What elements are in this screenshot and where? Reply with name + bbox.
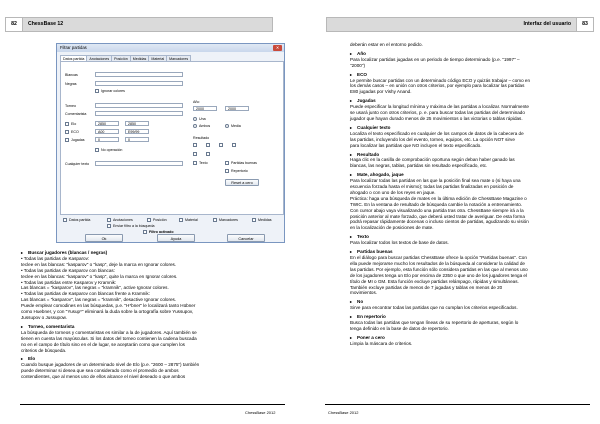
right-page <box>300 0 600 424</box>
body-line: También excluye partidas de menos de 7 jugadas y tablas en menos de 20 <box>350 284 503 290</box>
body-line: • Todas las partidas entre Kasparov y Kramnik: <box>21 279 117 285</box>
filter-posicion-label: Posición <box>153 218 167 222</box>
body-line: Puede especificar la longitud mínima y máxima de las partidas a localizar. Normalmente <box>350 104 529 110</box>
filtro-activado-checkbox[interactable] <box>143 230 147 234</box>
filter-anotaciones-checkbox[interactable] <box>107 218 111 222</box>
body-line: TWIC. En la ventana de resultado de búsqueda cambie la notación a entrenamiento. <box>350 201 523 207</box>
bullet-arrow-icon: ▸ <box>350 334 353 340</box>
body-line: los demás casos – en unión con otros criterios, por ejemplo para localizar las partidas <box>350 83 525 89</box>
body-line: Práctica: haga una búsqueda de mates en la última edición de ChessBase Magazine o <box>350 195 527 201</box>
negras-label: Negras <box>65 82 77 86</box>
filter-datos-checkbox[interactable] <box>63 218 67 222</box>
bullet-arrow-icon: ▸ <box>350 249 353 255</box>
body-line: las partidas, incluyendo los del evento, torneo, equipos, etc. La opción NOT sirve <box>350 136 515 142</box>
body-line: posición anterior al mate forzado, que deberá usted tratar de averiguar. De esta forma <box>350 213 525 219</box>
body-line: no en el campo de título sino en el de lugar, se aceptarán como que cumplen los <box>21 341 185 347</box>
texto-label: Texto <box>199 161 208 165</box>
body-line: ahogado o con uno de los reyes en jaque. <box>350 189 436 195</box>
body-line: Localiza el texto especificado en cualquier de los campos de datos de la cabecera de <box>350 130 524 136</box>
ignorar-colores-label: Ignorar colores <box>101 89 125 93</box>
body-line: contendientes, que al menos uno de ellos alcance el nivel deseado o que ambos <box>21 374 186 380</box>
media-label: Media <box>231 124 241 128</box>
right-header-title: Interfaz del usuario <box>523 21 571 27</box>
body-line: jugador que hayan durado menos de 25 movimientos o las victorias o tablas rápidas. <box>350 115 523 121</box>
body-line: movimientos. <box>350 290 378 296</box>
result-checkbox-2[interactable] <box>206 143 210 147</box>
filter-posicion-checkbox[interactable] <box>147 218 151 222</box>
body-line: Busca todas las partidas que tengan líneas de su repertorio de aperturas, según lo <box>350 320 519 326</box>
section <box>350 125 590 149</box>
tab-posicion[interactable]: Posición <box>111 55 131 62</box>
no-operacion-checkbox[interactable] <box>95 148 99 152</box>
intro-line: deberán estar en el entorno pedido. <box>350 42 423 47</box>
body-line: Para localizar partidas jugadas en un periodo de tiempo determinado (p.e. "1997" – <box>350 56 520 62</box>
texto-checkbox[interactable] <box>193 161 197 165</box>
bullet-arrow-icon: ▸ <box>350 71 353 77</box>
comentarista-input[interactable] <box>95 111 183 116</box>
bullet-arrow-icon: ▸ <box>350 314 353 320</box>
section-title-text: Poner a cero <box>357 334 385 340</box>
filter-marcadores-label: Marcadores <box>219 218 238 222</box>
section-title-text: Torneo, comentarista <box>28 323 75 329</box>
tab-panel <box>60 61 284 215</box>
section-title-text: Texto <box>357 234 369 240</box>
blancas-input[interactable] <box>95 72 183 77</box>
enviar-filtro-label: Enviar filtro a la búsqueda <box>113 224 155 228</box>
section <box>21 324 283 354</box>
media-radio[interactable] <box>225 124 229 128</box>
reset-button[interactable]: Reset a cero <box>225 179 259 186</box>
bullet-arrow-icon: ▸ <box>21 323 24 329</box>
left-footer: ChessBase 2012 <box>245 410 276 415</box>
bullet-arrow-icon: ▸ <box>350 124 353 130</box>
body-line: teclee en las blancas: "kasparov" o "kasp", quite la marca en Ignorar colores. <box>21 273 178 279</box>
section <box>350 72 590 96</box>
negras-input[interactable] <box>95 81 183 86</box>
enviar-filtro-checkbox[interactable] <box>107 224 111 228</box>
section-title-text: ECO <box>357 71 367 77</box>
body-line: en la localización de posiciones de mate. <box>350 225 434 231</box>
body-line: "2000") <box>350 62 366 68</box>
body-line: blancas, las negras, tablas, partidas sin resultado especificado, etc. <box>350 163 488 169</box>
ayuda-button[interactable]: Ayuda <box>157 234 195 242</box>
right-page-number: 83 <box>576 17 594 32</box>
body-line: título de MI o GM. Esta función excluye partidas relámpago, rápidas y simultáneas. <box>350 278 519 284</box>
body-line: teclee en las blancas: "kasparov" o "kasp", deje la marca en Ignorar colores. <box>21 261 177 267</box>
section-title-text: Partidas buenas <box>357 249 393 255</box>
section <box>350 299 590 311</box>
repertorio-checkbox[interactable] <box>225 169 229 173</box>
close-icon[interactable]: ✕ <box>273 45 282 51</box>
body-line: como Huebner, y con "Yusup*" eliminará la duda sobre la ortografía sobre Yussupov, <box>21 309 194 315</box>
body-line: las partidas. Por ejemplo, esta función sólo considera partidas en las que al menos uno <box>350 266 528 272</box>
moves-to-input[interactable]: 0 <box>125 137 149 142</box>
body-line: E80 jugadas por Vishy Anand. <box>350 89 412 95</box>
no-operacion-label: No operación <box>101 148 123 152</box>
ignorar-colores-checkbox[interactable] <box>95 89 99 93</box>
result-checkbox-1[interactable] <box>193 143 197 147</box>
body-line: Sirve para encontrar todas las partidas que no cumplan los criterios especificados. <box>350 305 518 311</box>
left-footer-rule <box>20 404 285 405</box>
section-title-text: Mate, ahogado, jaque <box>357 172 404 178</box>
body-line: Para localizar todos los textos de base de datos. <box>350 240 449 246</box>
tab-anotaciones[interactable]: Anotaciones <box>86 55 112 62</box>
section-title-text: Elo <box>28 356 36 362</box>
filter-datos-label: Datos partida <box>69 218 91 222</box>
body-line: podrá repasar rápidamente docenas o incluso cientos de partidas, agudizando su visión <box>350 219 529 225</box>
jugadas-checkbox[interactable] <box>65 138 69 142</box>
body-line: • Todas las partidas de Kasparov con blancas frente a Kramnik: <box>21 291 150 297</box>
body-line: tenga definido en la base de datos de repertorio. <box>350 325 449 331</box>
filter-medidas-checkbox[interactable] <box>252 218 256 222</box>
body-line: Jussupov o Jussupow. <box>21 314 67 320</box>
elo-from-input[interactable]: 2850 <box>95 121 119 126</box>
bullet-arrow-icon: ▸ <box>350 50 353 56</box>
bullet-arrow-icon: ▸ <box>21 356 24 362</box>
elo-checkbox[interactable] <box>65 122 69 126</box>
body-line: Para localizar todas las partidas en las que la posición final sea mate o (si haya una <box>350 178 521 184</box>
right-footer-rule <box>325 404 590 405</box>
resultado-label: Resultado <box>193 136 210 140</box>
torneo-label: Torneo <box>65 104 76 108</box>
left-header-title: ChessBase 12 <box>28 21 64 27</box>
result-checkbox-3[interactable] <box>219 143 223 147</box>
section <box>350 98 590 122</box>
body-line: ella puede mejorarse mucho los resultados de la búsqueda al considerar la calidad de <box>350 260 525 266</box>
bullet-arrow-icon: ▸ <box>350 98 353 104</box>
una-label: Una <box>199 117 206 121</box>
bullet-arrow-icon: ▸ <box>350 151 353 157</box>
result-checkbox-4[interactable] <box>232 143 236 147</box>
year-to-input[interactable]: 2000 <box>225 106 249 111</box>
repertorio-label: Repertorio <box>231 169 248 173</box>
cualquier-texto-label: Cualquier texto <box>65 162 90 166</box>
right-page-header <box>326 17 594 32</box>
section <box>350 152 590 170</box>
moves-from-input[interactable]: 0 <box>95 137 119 142</box>
body-line: Las blancas = "kasparov", las negras = "kramnik", active Ignorar colores. <box>21 285 169 291</box>
elo-label: Elo <box>71 122 77 126</box>
tab-datos-partida[interactable]: Datos partida <box>60 55 87 62</box>
section <box>350 335 590 347</box>
result-checkbox-5[interactable] <box>193 152 197 156</box>
section-title-text: Año <box>357 50 366 56</box>
partidas-buenas-checkbox[interactable] <box>225 161 229 165</box>
una-radio[interactable] <box>193 117 197 121</box>
section <box>350 314 590 332</box>
elo-to-input[interactable]: 2850 <box>125 121 149 126</box>
body-line: de los jugadores tenga un Elo por encima de 2350 o que uno de los jugadores tenga el <box>350 272 527 278</box>
section-title-text: Cualquier texto <box>357 124 391 130</box>
body-line: Las blancas = "kasparov", las negras = "kramnik", desactive Ignorar colores. <box>21 297 177 303</box>
body-line: Le permite buscar partidas con un determinado código ECO y quizás trabajar – como en <box>350 77 531 83</box>
eco-label: ECO <box>71 130 79 134</box>
section-title-text: Buscar jugadores (blancas / negras) <box>28 250 108 255</box>
body-line: tienen en cuenta las mayúsculas. Si los datos del torneo contienen la cadena buscada <box>21 335 197 341</box>
section <box>350 249 590 296</box>
body-line: La búsqueda de torneos y comentaristas es similar a la de jugadores. Aquí también se <box>21 329 197 335</box>
filtro-activado-label: Filtro activado <box>149 230 174 234</box>
dialog-title: Filtrar partidas <box>57 44 284 52</box>
jugadas-label: Jugadas <box>71 138 85 142</box>
section <box>21 356 283 380</box>
left-body-text <box>21 247 283 380</box>
body-line: se usará junto con otros criterios, p. e. para buscar todas las partidas del determinado <box>350 110 525 116</box>
body-line: criterios de búsqueda. <box>21 347 67 353</box>
section-title-text: No <box>357 299 364 305</box>
left-page-header <box>5 17 273 32</box>
filter-medidas-label: Medidas <box>258 218 272 222</box>
body-line: En el diálogo para buscar partidas ChessBase ofrece la opción "Partidas buenas". Con <box>350 255 527 260</box>
body-line: • Todas las partidas de Kasparov con blancas: <box>21 267 115 273</box>
body-line: puede determinar si desea que sea considerado como el promedio de ambos <box>21 368 179 374</box>
comentarista-label: Comentarista <box>65 112 87 116</box>
ok-button[interactable]: Ok <box>85 234 123 242</box>
bullet-arrow-icon: ▸ <box>21 250 24 255</box>
filter-marcadores-checkbox[interactable] <box>213 218 217 222</box>
filter-material-checkbox[interactable] <box>179 218 183 222</box>
eco-checkbox[interactable] <box>65 130 69 134</box>
cualquier-texto-input[interactable] <box>95 161 183 166</box>
body-line: escuencia forzada hasta el mismo); todas las partidas finalizadas en posición de <box>350 184 514 190</box>
bullet-arrow-icon: ▸ <box>350 234 353 240</box>
body-line: para localizar las partidas que NO incluyen el texto especificado. <box>350 142 482 148</box>
section <box>350 234 590 246</box>
blancas-label: Blancas <box>65 73 78 77</box>
section <box>350 51 590 69</box>
body-line: Limpia la máscara de criterios. <box>350 340 413 346</box>
tab-marcadores[interactable]: Marcadores <box>166 55 191 62</box>
partidas-buenas-label: Partidas buenas <box>231 161 257 165</box>
eco-to-input[interactable]: E99/99 <box>125 129 149 134</box>
body-line: Con cursor abajo vaya visualizando una partida tras otra. ChessBase siempre irá a la <box>350 207 524 213</box>
eco-from-input[interactable]: A00 <box>95 129 119 134</box>
section <box>350 172 590 231</box>
ambos-radio[interactable] <box>193 124 197 128</box>
bullet-arrow-icon: ▸ <box>350 172 353 178</box>
body-line: • Todas las partidas de Kasparov: <box>21 255 90 261</box>
year-from-input[interactable]: 2000 <box>193 106 217 111</box>
ano-label: Año <box>193 100 200 104</box>
body-line: Cuando busque jugadores de un determinado nivel de Elo (p.e. "2600 – 2875") también <box>21 362 200 368</box>
left-page-number: 82 <box>5 17 23 32</box>
tab-material[interactable]: Material <box>148 55 167 62</box>
body-line: Puede emplear comodines en las búsquedas, p.e. "H*bner" le localizará tanto Hübner <box>21 303 196 309</box>
body-line: Haga clic en la casilla de comprobación oportuna según deban haber ganado las <box>350 157 515 163</box>
section-title-text: En repertorio <box>357 314 386 320</box>
filter-material-label: Material <box>185 218 198 222</box>
section-title-text: Resultado <box>357 151 380 157</box>
section <box>21 250 283 321</box>
ambos-label: Ambos <box>199 124 211 128</box>
section-title-text: Jugadas <box>357 98 376 104</box>
cancelar-button[interactable]: Cancelar <box>227 234 265 242</box>
filter-dialog <box>56 43 285 243</box>
tab-medidas[interactable]: Medidas <box>130 55 150 62</box>
torneo-input[interactable] <box>95 103 183 108</box>
right-body-text <box>350 42 590 347</box>
bullet-arrow-icon: ▸ <box>350 299 353 305</box>
right-footer: ChessBase 2012 <box>328 410 359 415</box>
filter-anotaciones-label: Anotaciones <box>113 218 133 222</box>
result-checkbox-6[interactable] <box>206 152 210 156</box>
